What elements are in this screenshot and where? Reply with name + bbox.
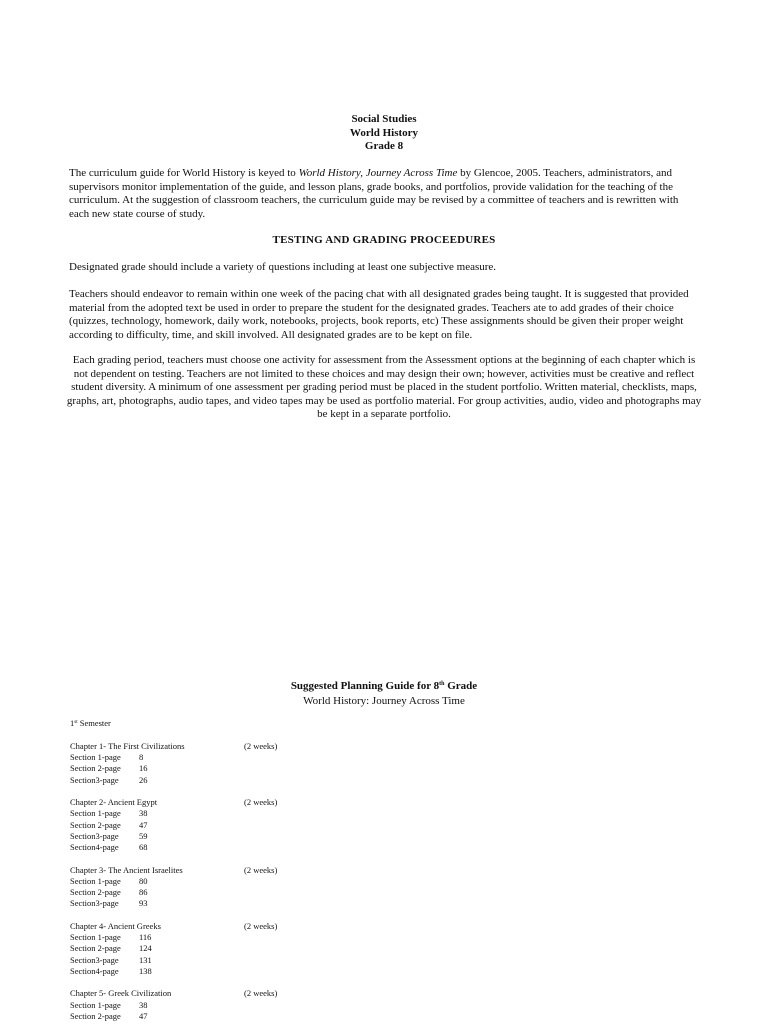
section-label: Section 2-page: [70, 819, 121, 830]
section-label: Section3-page: [70, 954, 119, 965]
chapter-duration: (2 weeks): [244, 988, 278, 999]
section-label: Section 2-page: [70, 1010, 121, 1021]
section-row: [70, 876, 370, 887]
section-page-number: 16: [139, 763, 148, 774]
chapter-block: [70, 741, 370, 786]
section-page-number: 131: [139, 954, 152, 965]
semester-ordinal: st: [74, 720, 78, 725]
section-label: Section 1-page: [70, 932, 121, 943]
chapter-block: [70, 797, 370, 853]
section-row: [70, 966, 370, 977]
intro-text-end: by Glencoe, 2005. Teachers, administrators, and supervisors monitor implementation of the guide, and lesson plans, grade books, and portfolios, provide validation for the teaching of the curriculum. At the suggestion of classroom teachers, the curriculum guide may be revised by a committee of teachers and is rewritten with each new state course of study.: [69, 167, 679, 220]
section-label: Section3-page: [70, 898, 119, 909]
section-row: [70, 775, 370, 786]
title-subject: Social Studies: [351, 113, 417, 125]
chapter-duration: (2 weeks): [244, 864, 278, 875]
section-page-number: 26: [139, 774, 148, 785]
testing-heading: TESTING AND GRADING PROCEEDURES: [272, 234, 496, 246]
section-page-number: 47: [139, 819, 148, 830]
section-label: Section 1-page: [70, 999, 121, 1010]
section-row: [70, 831, 370, 842]
chapter-duration: (2 weeks): [244, 920, 278, 931]
chapter-block: [70, 921, 370, 977]
section-row: [70, 898, 370, 909]
section-row: [70, 955, 370, 966]
semester-number: 1: [70, 718, 75, 728]
semester-label: [70, 718, 111, 728]
chapter-heading-row: [70, 988, 370, 999]
section-row: [70, 808, 370, 819]
section-row: [70, 887, 370, 898]
chapter-title: Chapter 2- Ancient Egypt: [70, 797, 158, 808]
section-row: [70, 842, 370, 853]
chapter-heading-row: [70, 865, 370, 876]
chapter-title: Chapter 1- The First Civilizations: [70, 741, 185, 751]
document-title: [0, 113, 768, 154]
semester-text: Semester: [77, 718, 111, 728]
section-label: Section4-page: [70, 965, 119, 976]
section-label: Section4-page: [70, 842, 119, 852]
chapter-block: [70, 865, 370, 910]
section-page-number: 80: [139, 875, 148, 886]
planning-guide-subtitle: World History: Journey Across Time: [303, 695, 465, 707]
intro-paragraph: [69, 167, 699, 221]
section-label: Section 2-page: [70, 887, 121, 898]
chapter-title: Chapter 3- The Ancient Israelites: [70, 864, 183, 875]
section-page-number: 47: [139, 1010, 148, 1021]
guide-title-end: Grade: [444, 680, 478, 692]
designated-grade-paragraph: Designated grade should include a variety of questions including at least one subjective measure.: [69, 261, 497, 273]
section-page-number: 38: [139, 808, 148, 819]
chapter-duration: (2 weeks): [244, 797, 278, 808]
section-label: Section 1-page: [70, 752, 121, 763]
section-row: [70, 943, 370, 954]
guide-title-ordinal: th: [439, 681, 445, 687]
title-grade: Grade 8: [364, 140, 404, 152]
section-label: Section3-page: [70, 830, 119, 841]
section-label: Section 1-page: [70, 875, 121, 886]
intro-text-start: The curriculum guide for World History is keyed to: [69, 167, 299, 179]
section-page-number: 138: [139, 965, 152, 976]
section-row: [70, 763, 370, 774]
section-page-number: 116: [139, 932, 152, 943]
section-label: Section 2-page: [70, 943, 121, 954]
chapter-title: Chapter 4- Ancient Greeks: [70, 920, 161, 931]
section-label: Section3-page: [70, 774, 119, 785]
chapter-heading-row: [70, 741, 370, 752]
chapter-duration: (2 weeks): [244, 741, 278, 751]
chapter-block: [70, 988, 370, 1022]
section-page-number: 93: [139, 898, 148, 909]
assessment-paragraph: Each grading period, teachers must choose one activity for assessment from the Assessment options at the beginning of each chapter which is not dependent on testing. Teachers are not limited to these choices and may design their own; however, activities must be creative and reflect student diversity. A minimum of one assessment per grading period must be placed in the student portfolio. Written material, checklists, maps, graphs, art, photographs, audio tapes, and video tapes may be used as portfolio material. For group activities, audio, video and photographs may be kept in a separate portfolio.: [66, 354, 702, 421]
chapter-list: [70, 741, 370, 1033]
section-page-number: 124: [139, 943, 152, 954]
section-label: Section 2-page: [70, 763, 121, 774]
section-page-number: 68: [139, 842, 148, 852]
section-row: [70, 1011, 370, 1022]
section-row: [70, 1000, 370, 1011]
section-page-number: 59: [139, 830, 148, 841]
chapter-title: Chapter 5- Greek Civilization: [70, 988, 172, 999]
guide-title-text: Suggested Planning Guide for 8: [290, 680, 440, 692]
section-page-number: 38: [139, 999, 148, 1010]
section-label: Section 1-page: [70, 808, 121, 819]
section-row: [70, 752, 370, 763]
title-course: World History: [349, 126, 419, 139]
section-row: [70, 820, 370, 831]
section-page-number: 86: [139, 887, 148, 898]
section-row: [70, 932, 370, 943]
chapter-heading-row: [70, 797, 370, 808]
planning-guide-title: [0, 680, 768, 692]
chapter-heading-row: [70, 921, 370, 932]
section-page-number: 8: [139, 752, 144, 763]
textbook-title: World History, Journey Across Time: [298, 167, 458, 179]
pacing-paragraph: Teachers should endeavor to remain within one week of the pacing chat with all designated grades being taught. It is suggested that provided material from the adopted text be used in order to prepare the student for the designated grades. Teachers ate to add grades of their choice (quizzes, technology, homework, daily work, notebooks, projects, book reports, etc) These assignments should be given their proper weight according to difficulty, time, and skill involved. All designated grades are to be kept on file.: [69, 288, 689, 341]
